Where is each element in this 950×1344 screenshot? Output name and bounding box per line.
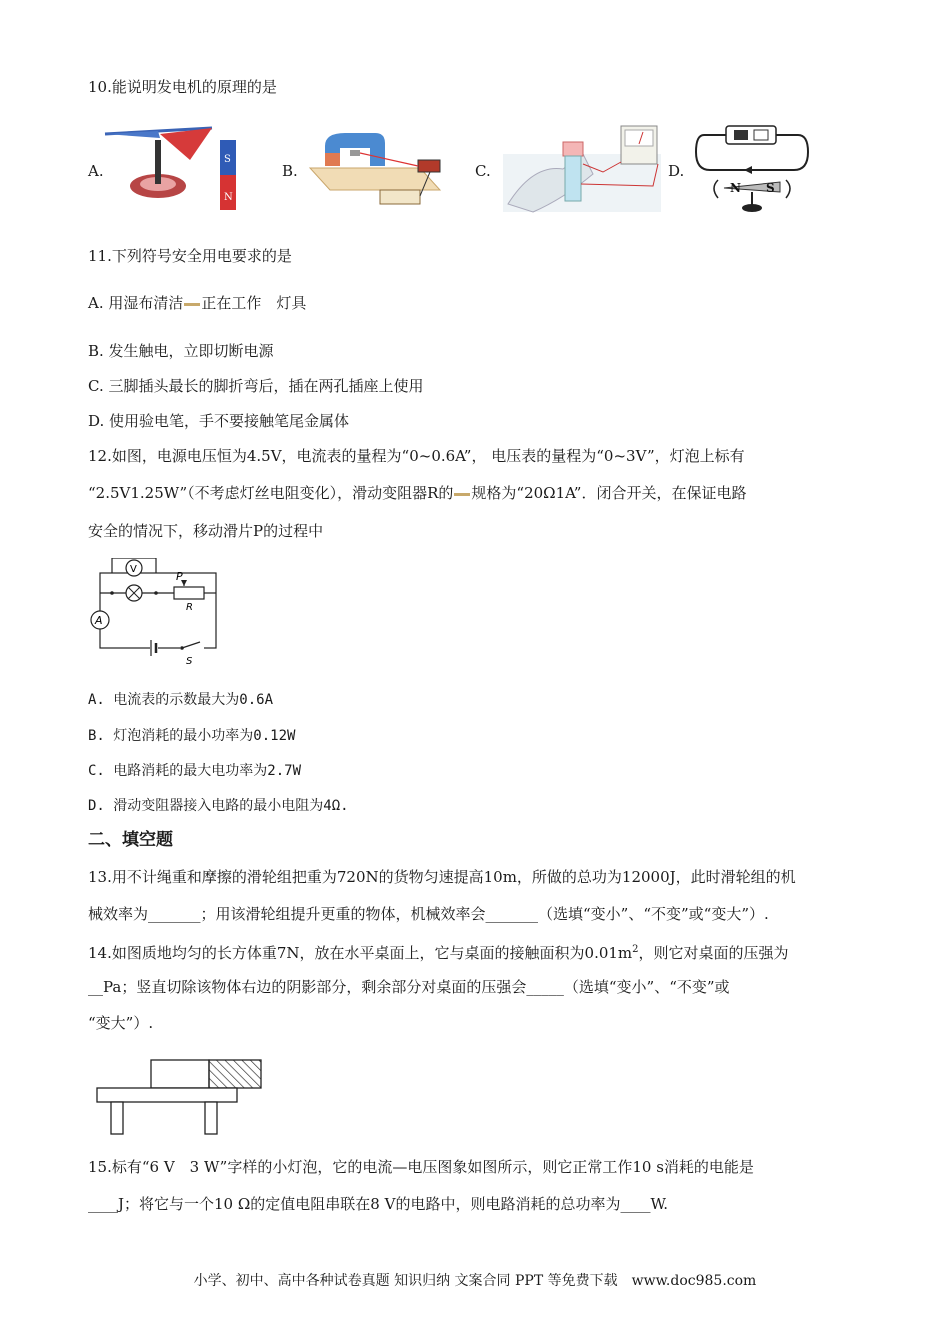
q10-option-b-label: B. xyxy=(282,162,298,180)
section-heading: 二、填空题 xyxy=(88,830,173,850)
q11-option-a-text-2: 正在工作 灯具 xyxy=(201,294,307,312)
q12-circuit-diagram xyxy=(88,558,228,668)
q13-line-2: 械效率为_______；用该滑轮组提升更重的物体，机械效率会_______（选填“变小”、“不变”或“变大”）. xyxy=(88,905,769,923)
q12-resistor-r-label: R xyxy=(186,602,193,613)
q10-option-a-figure xyxy=(100,120,240,215)
q11-stem: 11.下列符号安全用电要求的是 xyxy=(88,247,292,265)
q12-line-2a: “2.5V1.25W”（不考虑灯丝电阻变化），滑动变阻器R的 xyxy=(88,484,454,502)
q10-option-c-figure xyxy=(503,124,663,214)
q10-option-d-figure xyxy=(690,122,815,217)
blank-mark xyxy=(184,303,200,306)
q12-line-2 xyxy=(88,483,746,503)
q12-option-d: D. 滑动变阻器接入电路的最小电阻为4Ω. xyxy=(88,798,349,814)
q12-line-3: 安全的情况下，移动滑片P的过程中 xyxy=(88,522,324,540)
q15-line-2: ____J；将它与一个10 Ω的定值电阻串联在8 V的电路中，则电路消耗的总功率为____W. xyxy=(88,1195,669,1213)
q14-line-1 xyxy=(88,940,789,963)
q12-ammeter-label: A xyxy=(95,614,103,627)
q10-a-magnet-s: S xyxy=(224,154,231,165)
q11-option-b: B. 发生触电，立即切断电源 xyxy=(88,342,274,360)
q12-option-c: C. 电路消耗的最大电功率为2.7W xyxy=(88,763,302,779)
q11-option-a xyxy=(88,293,306,313)
q15-line-1: 15.标有“6 V 3 W”字样的小灯泡，它的电流—电压图象如图所示，则它正常工作10 s消耗的电能是 xyxy=(88,1158,754,1176)
q12-slider-p-label: P xyxy=(176,570,183,583)
q10-d-needle-n: N xyxy=(730,181,741,195)
q14-line-2: __Pa；竖直切除该物体右边的阴影部分，剩余部分对桌面的压强会_____（选填“变小”、“不变”或 xyxy=(88,978,730,996)
q10-a-magnet-n: N xyxy=(224,192,233,203)
q12-line-2b: 规格为“20Ω1A”．闭合开关，在保证电路 xyxy=(471,484,747,502)
q14-line-3: “变大”）. xyxy=(88,1014,154,1032)
q10-option-a-label: A. xyxy=(88,162,104,180)
q10-option-d-label: D. xyxy=(668,162,685,180)
q12-line-1: 12.如图，电源电压恒为4.5V，电流表的量程为“0~0.6A”， 电压表的量程为“0~3V”，灯泡上标有 xyxy=(88,447,745,465)
q12-voltmeter-label: V xyxy=(130,564,137,575)
q10-stem: 10.能说明发电机的原理的是 xyxy=(88,78,277,96)
q10-option-c-label: C. xyxy=(475,162,491,180)
q14-superscript: 2 xyxy=(632,944,639,955)
q14-line-1a: 14.如图质地均匀的长方体重7N，放在水平桌面上，它与桌面的接触面积为0.01m xyxy=(88,944,633,962)
page-footer: 小学、初中、高中各种试卷真题 知识归纳 文案合同 PPT 等免费下载 www.doc985.com xyxy=(193,1273,757,1289)
q13-line-1: 13.用不计绳重和摩擦的滑轮组把重为720N的货物匀速提高10m，所做的总功为12000J，此时滑轮组的机 xyxy=(88,868,796,886)
q10-d-needle-s: S xyxy=(766,181,775,195)
q12-option-a: A. 电流表的示数最大为0.6A xyxy=(88,692,274,708)
q14-table-block-figure xyxy=(95,1058,265,1136)
q11-option-d: D. 使用验电笔，手不要接触笔尾金属体 xyxy=(88,412,350,430)
q12-switch-s-label: S xyxy=(186,656,193,667)
q12-option-b: B. 灯泡消耗的最小功率为0.12W xyxy=(88,728,296,744)
q11-option-a-text-1: A. 用湿布清洁 xyxy=(88,294,184,312)
q10-option-b-figure xyxy=(300,128,460,213)
q11-option-c: C. 三脚插头最长的脚折弯后，插在两孔插座上使用 xyxy=(88,377,424,395)
blank-mark xyxy=(454,493,470,496)
q14-line-1b: ，则它对桌面的压强为 xyxy=(638,944,789,962)
